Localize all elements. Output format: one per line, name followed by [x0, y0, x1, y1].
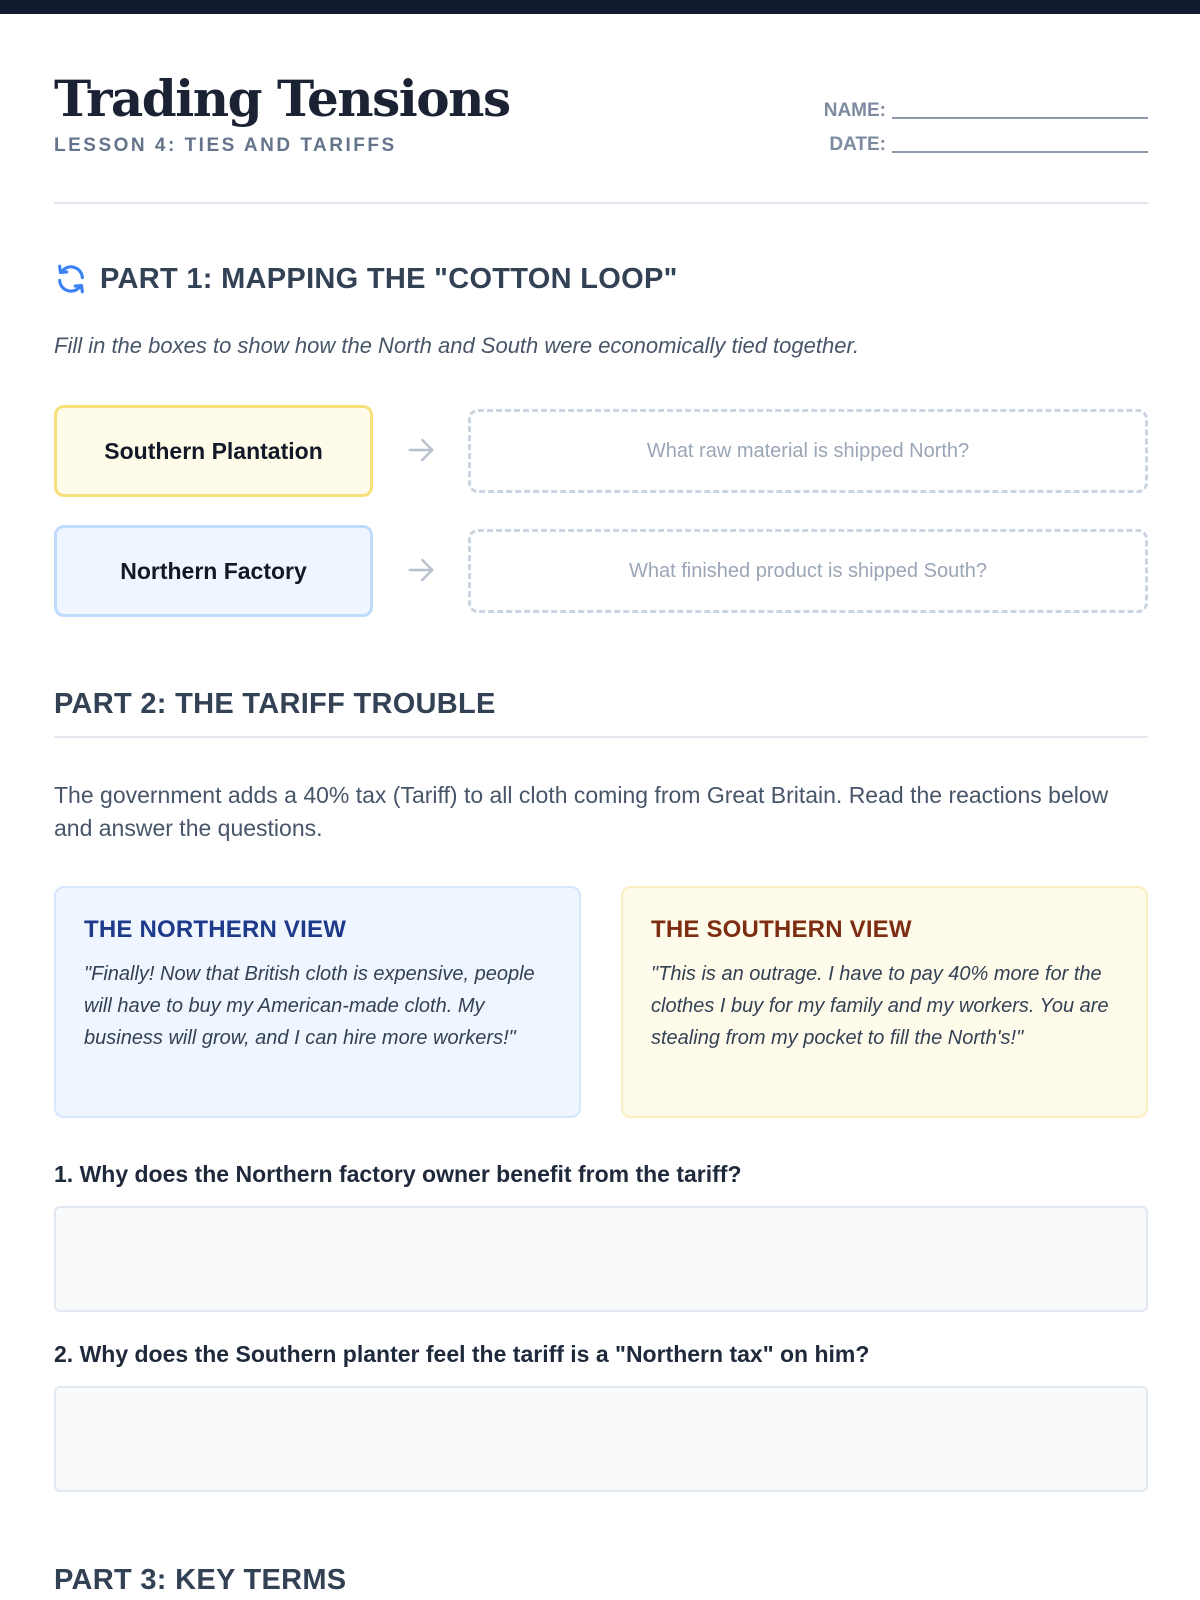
southern-plantation-box: Southern Plantation	[54, 405, 373, 497]
northern-view-title: THE NORTHERN VIEW	[84, 916, 347, 943]
arrow-right-icon	[406, 435, 436, 465]
question-1: 1. Why does the Northern factory owner benefit from the tariff?	[54, 1161, 742, 1187]
part2-intro: The government adds a 40% tax (Tariff) to all cloth coming from Great Britain. Read the reactions below and answer the questions.	[54, 782, 1109, 841]
question-1-answer-area[interactable]	[54, 1206, 1148, 1312]
part1-title: PART 1: MAPPING THE "COTTON LOOP"	[100, 262, 678, 295]
southern-view-title: THE SOUTHERN VIEW	[651, 916, 912, 943]
question-2-answer-area[interactable]	[54, 1386, 1148, 1492]
northern-view-quote: "Finally! Now that British cloth is expensive, people will have to buy my American-made cloth. My business will grow, and I can hire more workers!"	[84, 963, 535, 1049]
finished-product-answer-box[interactable]: What finished product is shipped South?	[468, 529, 1148, 613]
question-2: 2. Why does the Southern planter feel the tariff is a "Northern tax" on him?	[54, 1341, 870, 1367]
date-label: DATE:	[829, 134, 886, 155]
part2-title: PART 2: THE TARIFF TROUBLE	[54, 688, 496, 720]
northern-view-card	[54, 886, 581, 1118]
name-field[interactable]	[814, 100, 1148, 122]
date-field[interactable]	[814, 134, 1148, 156]
flow-row-north	[54, 525, 1148, 617]
lesson-subtitle: LESSON 4: TIES AND TARIFFS	[54, 135, 397, 156]
northern-factory-box: Northern Factory	[54, 525, 373, 617]
refresh-loop-icon	[54, 262, 88, 296]
raw-material-answer-box[interactable]: What raw material is shipped North?	[468, 409, 1148, 493]
part1-instruction: Fill in the boxes to show how the North and South were economically tied together.	[54, 333, 860, 358]
part3-heading	[54, 1564, 346, 1597]
arrow-right-icon	[406, 555, 436, 585]
worksheet-header	[54, 68, 1148, 204]
part2-heading	[54, 688, 1148, 738]
flow-row-south	[54, 405, 1148, 497]
southern-view-card	[621, 886, 1148, 1118]
name-label: NAME:	[823, 100, 886, 121]
part1-heading	[54, 262, 678, 296]
southern-view-quote: "This is an outrage. I have to pay 40% more for the clothes I buy for my family and my workers. You are stealing from my pocket to fill the North's!"	[651, 963, 1109, 1049]
part3-title: PART 3: KEY TERMS	[54, 1564, 347, 1596]
date-line[interactable]	[892, 151, 1148, 153]
top-bar	[0, 0, 1200, 14]
name-line[interactable]	[892, 117, 1148, 119]
worksheet-title: Trading Tensions	[54, 69, 510, 128]
